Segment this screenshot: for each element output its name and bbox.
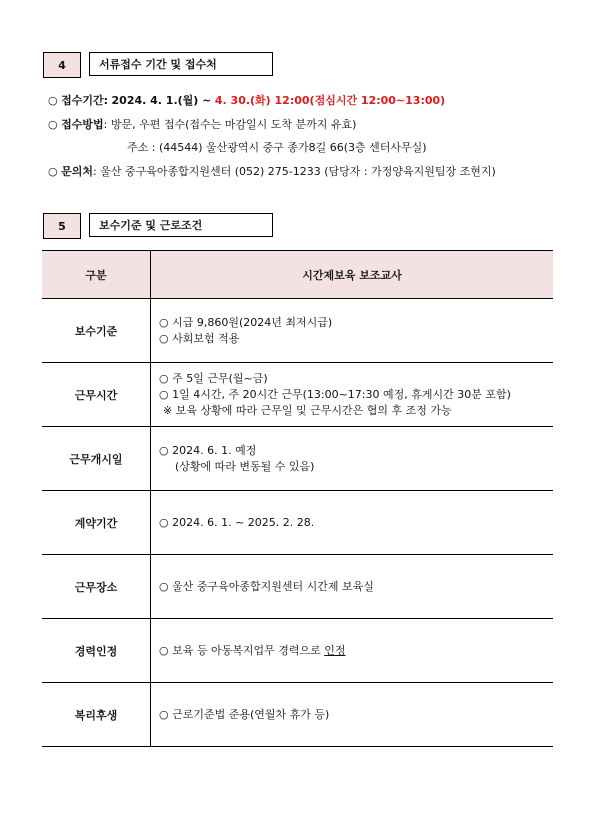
bullet: ○ [48, 118, 58, 131]
underlined-text: 인정 [324, 643, 346, 657]
row-content [151, 683, 554, 747]
table-row [42, 363, 553, 427]
row-label: 경력인정 [42, 619, 151, 683]
inquiry-label: 문의처 [61, 165, 93, 178]
section-4-header [43, 52, 273, 78]
row-line: ○ 2024. 6. 1. ~ 2025. 2. 28. [159, 515, 315, 529]
application-method [48, 116, 356, 132]
table-row [42, 683, 553, 747]
header-position: 시간제보육 보조교사 [151, 251, 554, 299]
bullet: ○ [48, 165, 58, 178]
bullet: ○ [48, 94, 58, 107]
section-5-header [43, 213, 273, 239]
header-category: 구분 [42, 251, 151, 299]
row-line: ○ 시급 9,860원(2024년 최저시급) [159, 315, 333, 329]
row-content [151, 619, 554, 683]
inquiry [48, 163, 496, 179]
row-label: 복리후생 [42, 683, 151, 747]
row-label: 근무시간 [42, 363, 151, 427]
period-date-deadline: 4. 30.(화) 12:00(점심시간 12:00~13:00) [214, 94, 446, 107]
table-row [42, 427, 553, 491]
row-label: 계약기간 [42, 491, 151, 555]
row-line: (상황에 따라 변동될 수 있음) [175, 459, 315, 473]
row-line: ○ 사회보험 적용 [159, 331, 240, 345]
row-content [151, 555, 554, 619]
table-header-row [42, 251, 553, 299]
method-label: 접수방법 [61, 118, 104, 131]
row-line: ○ 울산 중구육아종합지원센터 시간제 보육실 [159, 579, 374, 593]
row-label: 근무개시일 [42, 427, 151, 491]
section-number: 5 [43, 213, 81, 239]
table-row [42, 299, 553, 363]
row-line: ○ 근로기준법 준용(연월차 휴가 등) [159, 707, 330, 721]
row-line: ○ 주 5일 근무(월~금) [159, 371, 268, 385]
table-row [42, 555, 553, 619]
section-number: 4 [43, 52, 81, 78]
row-line: ○ 보육 등 아동복지업무 경력으로 [159, 643, 321, 657]
row-content [151, 491, 554, 555]
period-date-start: 2024. 4. 1.(월) ~ [111, 94, 212, 107]
application-period [48, 92, 445, 108]
table-row [42, 619, 553, 683]
row-label: 근무장소 [42, 555, 151, 619]
row-label: 보수기준 [42, 299, 151, 363]
row-content [151, 299, 554, 363]
row-note: ※ 보육 상황에 따라 근무일 및 근무시간은 협의 후 조정 가능 [163, 403, 452, 417]
inquiry-text: : 울산 중구육아종합지원센터 (052) 275-1233 (담당자 : 가정양육지원팀장 조현지) [93, 165, 496, 178]
row-content [151, 427, 554, 491]
row-line: ○ 1일 4시간, 주 20시간 근무(13:00~17:30 예정, 휴게시간 30분 포함) [159, 387, 511, 401]
period-label: 접수기간: [61, 94, 109, 107]
section-title: 보수기준 및 근로조건 [89, 213, 273, 237]
address-line: 주소 : (44544) 울산광역시 중구 종가8길 66(3층 센터사무실) [127, 141, 427, 154]
row-line: ○ 2024. 6. 1. 예정 [159, 443, 257, 457]
method-text: : 방문, 우편 접수(접수는 마감일시 도착 분까지 유효) [103, 118, 357, 131]
row-content [151, 363, 554, 427]
section-title: 서류접수 기간 및 접수처 [89, 52, 273, 76]
table-row [42, 491, 553, 555]
conditions-table [42, 250, 553, 747]
